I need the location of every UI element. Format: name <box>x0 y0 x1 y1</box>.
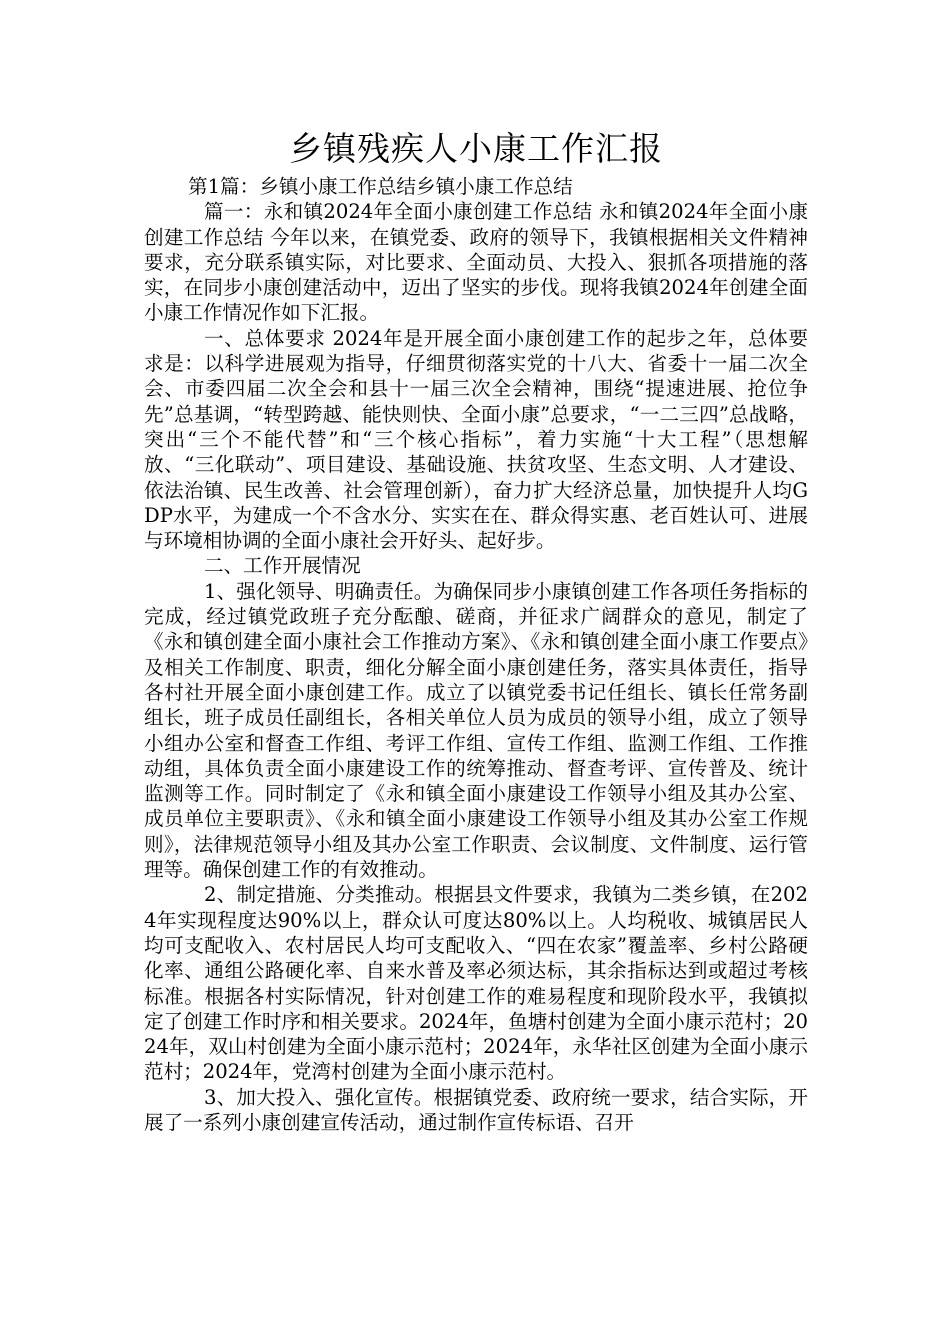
paragraph-investment: 3、加大投入、强化宣传。根据镇党委、政府统一要求，结合实际，开展了一系列小康创建宣传活动，通过制作宣传标语、召开 <box>144 1085 808 1134</box>
paragraph-leadership: 1、强化领导、明确责任。为确保同步小康镇创建工作各项任务指标的完成，经过镇党政班子充分酝酿、磋商，并征求广阔群众的意见，制定了《永和镇创建全面小康社会工作推动方案》、《永和镇创建全面小康工作要点》及相关工作制度、职责，细化分解全面小康创建任务，落实具体责任，指导各村社开展全面小康创建工作。成立了以镇党委书记任组长、镇长任常务副组长，班子成员任副组长，各相关单位人员为成员的领导小组，成立了领导小组办公室和督查工作组、考评工作组、宣传工作组、监测工作组、工作推动组，具体负责全面小康建设工作的统筹推动、督查考评、宣传普及、统计监测等工作。同时制定了《永和镇全面小康建设工作领导小组及其办公室、成员单位主要职责》、《永和镇全面小康建设工作领导小组及其办公室工作规则》，法律规范领导小组及其办公室工作职责、会议制度、文件制度、运行管理等。确保创建工作的有效推动。 <box>144 579 808 882</box>
document-title: 乡镇残疾人小康工作汇报 <box>289 129 663 168</box>
document-subtitle: 第1篇：乡镇小康工作总结乡镇小康工作总结 <box>188 175 573 198</box>
section-heading-work-progress: 二、工作开展情况 <box>204 554 361 578</box>
paragraph-measures: 2、制定措施、分类推动。根据县文件要求，我镇为二类乡镇，在2024年实现程度达90%以上，群众认可度达80%以上。人均税收、城镇居民人均可支配收入、农村居民人均可支配收入、“四在农家”覆盖率、乡村公路硬化率、通组公路硬化率、自来水普及率必须达标，其余指标达到或超过考核标准。根据各村实际情况，针对创建工作的难易程度和现阶段水平，我镇拟定了创建工作时序和相关要求。2024年，鱼塘村创建为全面小康示范村；2024年，双山村创建为全面小康示范村；2024年，永华社区创建为全面小康示范村；2024年，党湾村创建为全面小康示范村。 <box>144 883 808 1084</box>
paragraph-intro: 篇一：永和镇2024年全面小康创建工作总结 永和镇2024年全面小康创建工作总结 今年以来，在镇党委、政府的领导下，我镇根据相关文件精神要求，充分联系镇实际，对比要求、全面动员、大投入、狠抓各项措施的落实，在同步小康创建活动中，迈出了坚实的步伐。现将我镇2024年创建全面小康工作情况作如下汇报。 <box>144 200 808 325</box>
paragraph-overall-requirements: 一、总体要求 2024年是开展全面小康创建工作的起步之年，总体要求是：以科学进展观为指导，仔细贯彻落实党的十八大、省委十一届二次全会、市委四届二次全会和县十一届三次全会精神，围绕“提速进展、抢位争先”总基调，“转型跨越、能快则快、全面小康”总要求，“一二三四”总战略，突出“三个不能代替”和“三个核心指标”，着力实施“十大工程”（思想解放、“三化联动”、项目建设、基础设施、扶贫攻坚、生态文明、人才建设、依法治镇、民生改善、社会管理创新），奋力扩大经济总量，加快提升人均GDP水平，为建成一个不含水分、实实在在、群众得实惠、老百姓认可、进展与环境相协调的全面小康社会开好头、起好步。 <box>144 326 808 553</box>
document-page <box>144 126 808 1135</box>
